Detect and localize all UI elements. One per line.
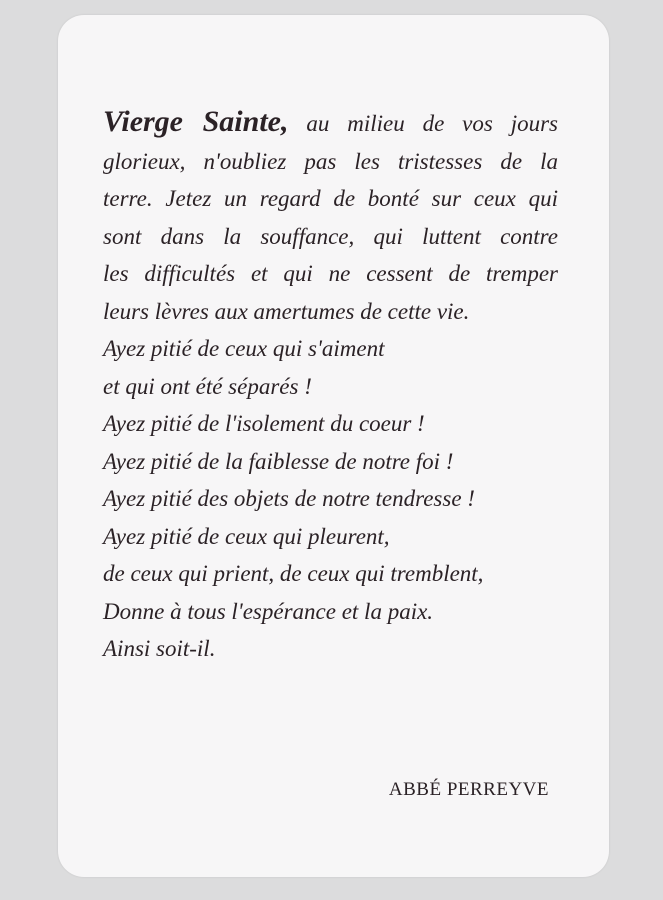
prayer-line: Ayez pitié des objets de notre tendresse ! — [103, 486, 475, 511]
prayer-text — [103, 103, 558, 668]
prayer-line: Donne à tous l'espérance et la paix. — [103, 598, 434, 624]
prayer-line: les difficultés et qui ne cessent de tremper — [103, 261, 558, 286]
prayer-first-line-rest: au milieu de vos jours — [288, 111, 558, 136]
prayer-opening: Vierge Sainte, — [103, 105, 289, 138]
prayer-card — [58, 15, 609, 877]
prayer-line: Ayez pitié de ceux qui pleurent, — [103, 523, 390, 549]
prayer-line: Ainsi soit-il. — [103, 636, 216, 661]
prayer-line: glorieux, n'oubliez pas les tristesses de la — [103, 148, 558, 174]
prayer-line: Ayez pitié de la faiblesse de notre foi ! — [103, 448, 454, 474]
prayer-line: leurs lèvres aux amertumes de cette vie. — [103, 298, 470, 324]
prayer-line: de ceux qui prient, de ceux qui tremblent, — [103, 561, 484, 586]
prayer-line — [103, 103, 558, 143]
prayer-line: sont dans la souffance, qui luttent contre — [103, 223, 558, 249]
prayer-line: Ayez pitié de ceux qui s'aiment — [103, 336, 385, 361]
prayer-line: terre. Jetez un regard de bonté sur ceux qui — [103, 186, 558, 211]
author-signature: ABBÉ PERREYVE — [388, 779, 549, 800]
prayer-line: et qui ont été séparés ! — [103, 373, 312, 399]
prayer-line: Ayez pitié de l'isolement du coeur ! — [103, 411, 425, 436]
